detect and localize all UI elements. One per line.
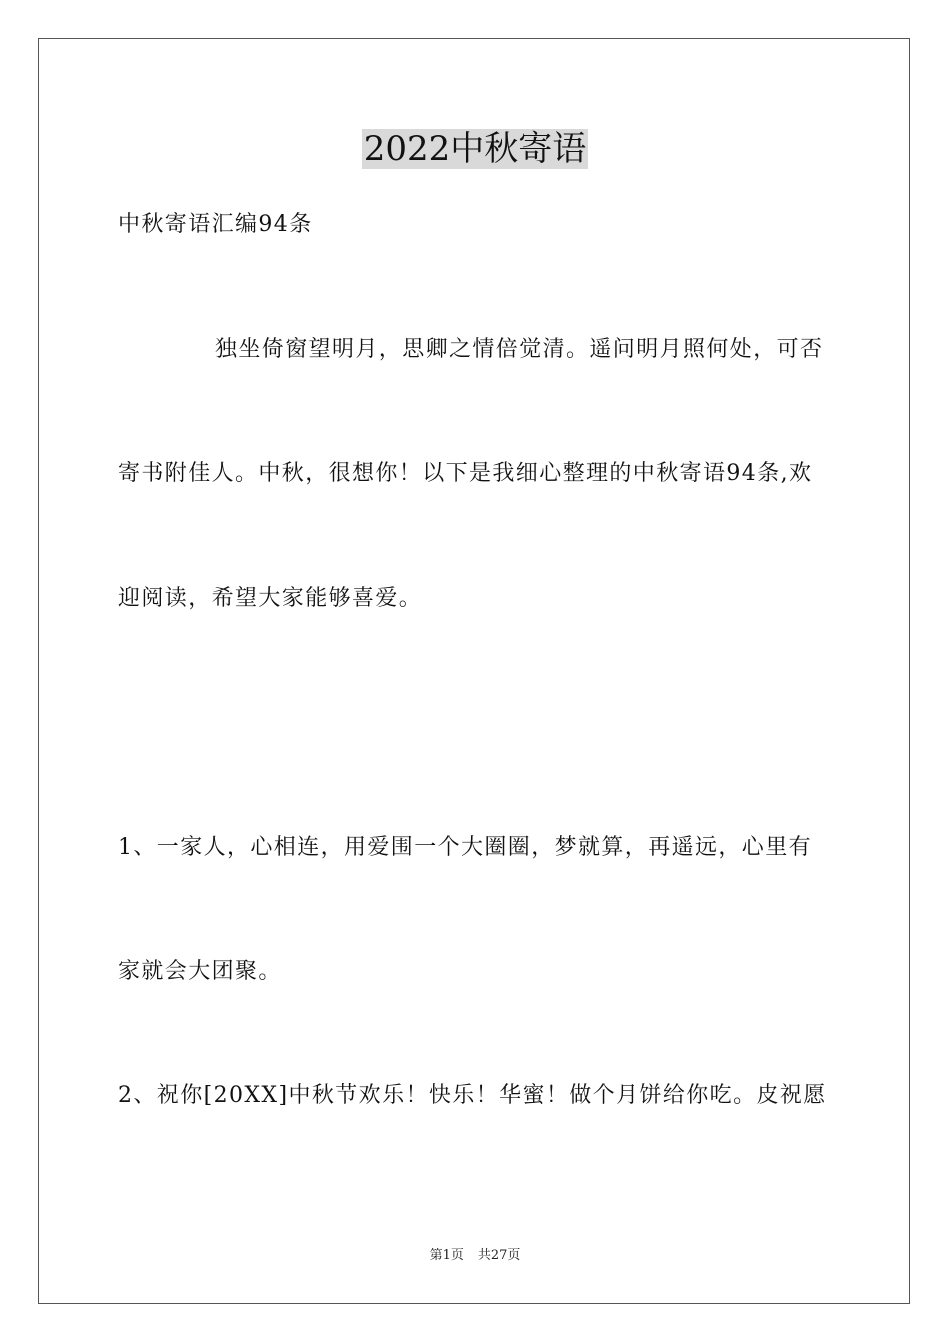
page-number: 第1页 (429, 1248, 464, 1263)
list-item-1-line: 1、一家人，心相连，用爱围一个大圈圈，梦就算，再遥远，心里有 (118, 835, 812, 860)
list-item-1-line: 家就会大团聚。 (118, 959, 282, 984)
page-total: 共27页 (477, 1248, 521, 1263)
intro-line: 迎阅读，希望大家能够喜爱。 (118, 586, 423, 611)
document-subtitle: 中秋寄语汇编94条 (118, 212, 313, 237)
list-item-2-line: 2、祝你[20XX]中秋节欢乐！快乐！华蜜！做个月饼给你吃。皮祝愿 (118, 1083, 827, 1108)
page-footer (0, 1247, 950, 1265)
intro-line: 寄书附佳人。中秋，很想你！以下是我细心整理的中秋寄语94条,欢 (118, 461, 813, 486)
intro-line: 独坐倚窗望明月，思卿之情倍觉清。遥问明月照何处，可否 (215, 337, 824, 362)
document-title (0, 125, 950, 173)
document-title-text: 2022中秋寄语 (363, 129, 587, 169)
